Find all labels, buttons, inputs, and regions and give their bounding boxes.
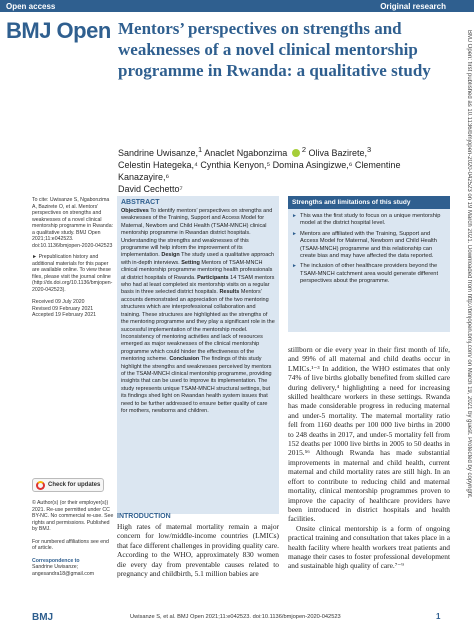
- revised-date: Revised 09 February 2021: [32, 305, 94, 312]
- correspondence-name: Sandrine Uwisanze;: [32, 564, 79, 570]
- top-banner: [0, 0, 474, 12]
- intro-column-2: [288, 345, 450, 571]
- article-title: Mentors’ perspectives on strengths and weaknesses of a novel clinical mentorship programme in Rwanda: a qualitative study: [118, 19, 431, 80]
- author-3: Oliva Bazirete,: [308, 148, 368, 158]
- strengths-list: [288, 209, 450, 293]
- intro-column-1: High rates of maternal mortality remain a major concern for low/middle-income countries (LMICs) that face different challenges in providing quality care. According to the WHO, approximately 830 women die every day from preventable causes related to pregnancy and childbirth, 5.1 million babies are: [117, 522, 279, 579]
- strengths-limitations-box: [288, 196, 450, 332]
- received-date: Received 09 July 2020: [32, 299, 85, 305]
- author-line-3: David Cechetto⁷: [118, 184, 183, 194]
- citation-sidebar: [32, 197, 114, 319]
- author-1: Sandrine Uwisanze,: [118, 148, 199, 158]
- side-publication-note: BMJ Open: first published as 10.1136/bmjopen-2020-042523 on 19 March 2021. Downloaded from http://bmjopen.bmj.com/ on March 19, 2021 by guest. Protected by copyright.: [466, 30, 472, 499]
- correspondence-heading: Correspondence to: [32, 557, 80, 564]
- strengths-heading: Strengths and limitations of this study: [288, 196, 450, 209]
- introduction-heading: INTRODUCTION: [117, 513, 171, 520]
- author-2: Anaclet Ngabonzima: [204, 148, 288, 158]
- correspondence-email[interactable]: angesandra18@gmail.com: [32, 570, 95, 577]
- intro-paragraph: stillborn or die every year in their first month of life, and 99% of all maternal and child deaths occur in LMICs.¹⁻³ In addition, the WHO estimates that only 74% of live births globally benefited from skilled care during delivery,⁴ highlighting a need for increasing skilled healthcare workers in these settings. Rwanda has made considerable progress in reducing maternal and under-5 mortality. The maternal mortality ratio fell from 1160 deaths per 100 000 live births in 2000 to 248 deaths in 2017, and under-5 mortality fell from 152 deaths per 1000 live births in 2005 to 50 deaths in 2015.⁵⁶ Although Rwanda has made substantial improvements in maternal and child health, current maternal and child mortality rates are still high. In an effort to contribute to reducing child and maternal mortality, clinical mentorship programmes proven to improve the capacity of healthcare providers have been introduced in district hospitals and health facilities.: [288, 345, 450, 524]
- page-number: 1: [436, 612, 441, 621]
- prepub-note[interactable]: ► Prepublication history and additional materials for this paper are available online. To view these files, please visit the journal online (http://dx.doi.org/10.1136/bmjopen-2020-042523).: [32, 254, 113, 293]
- accepted-date: Accepted 19 February 2021: [32, 312, 97, 318]
- strength-item: ► Mentors are affiliated with the Training, Support and Access Model for Maternal, Newborn and Child Health (TSAM-MNCH) programme and this relationship can create bias and may have affected the data reported.: [292, 231, 446, 261]
- footer-bmj-logo: BMJ: [32, 612, 54, 623]
- strength-item: ► This was the first study to focus on a unique mentorship model at the district hospital level.: [292, 213, 446, 228]
- copyright-block: [32, 500, 114, 577]
- strength-item: ► The inclusion of other healthcare providers beyond the TSAM-MNCH catchment area would generate different perspectives about the programme.: [292, 263, 446, 285]
- author-list: Sandrine Uwisanze,$^1$ Anaclet Ngabonzima $^2$ Oliva Bazirete,$^3$ Celestin Hategeka,⁴ Cynthia Kenyon,⁵ Domina Asingizwe,⁶ Clementine Kanazayire,⁶ David Cechetto⁷: [118, 144, 448, 195]
- author-line-2: Celestin Hategeka,⁴ Cynthia Kenyon,⁵ Domina Asingizwe,⁶ Clementine Kanazayire,⁶: [118, 160, 401, 182]
- copyright-text: © Author(s) (or their employer(s)) 2021. Re-use permitted under CC BY-NC. No commercial re-use. See rights and permissions. Published by BMJ.: [32, 500, 114, 532]
- open-access-label: Open access: [6, 1, 56, 11]
- footer-citation: Uwisanze S, et al. BMJ Open 2021;11:e042523. doi:10.1136/bmjopen-2020-042523: [130, 614, 341, 620]
- check-updates-label: Check for updates: [48, 482, 101, 488]
- abstract-text: Objectives To identify mentors’ perspectives on strengths and weaknesses of the Training, Support and Access Model for Maternal, Newborn and Child Health (TSAM-MNCH) clinical mentorship programme in Rwandan district hospitals. Understanding the strengths and weaknesses of this programme will help inform the improvement of its implementation. Design The study used a qualitative approach with in-depth interviews. Setting Mentors of TSAM-MNCH clinical mentorship programme mentoring health professionals at district hospitals of Rwanda. Participants 14 TSAM mentors who had at least completed six mentorship visits on a regular basis in three selected district hospitals. Results Mentors’ accounts demonstrated an appreciation of the two mentoring structures which are interprofessional collaboration and training. These structures are highlighted as the strengths of the mentoring programme and they play a significant role in the successful implementation of the mentorship model. Inconsistency of mentoring activities and lack of resources emerged as major weaknesses of the clinical mentorship programme which could hinder the effectiveness of the mentoring scheme. Conclusion The findings of this study highlight the strengths and weaknesses perceived by mentors of the TSAM-MNCH clinical mentorship programme, providing insights that can be used to improve its implementation. The study represents unique TSAM-MNCH structural settings, but its findings shed light on Rwandan health system issues that need to be further addressed to ensure better quality of care for mothers, newborns and children.: [121, 208, 275, 414]
- check-updates-button[interactable]: [32, 478, 104, 492]
- updates-icon: [36, 481, 45, 490]
- abstract-box: [117, 196, 279, 514]
- article-type-label: Original research: [380, 1, 446, 11]
- abstract-heading: ABSTRACT: [121, 199, 160, 206]
- journal-logo: BMJ Open: [6, 18, 111, 43]
- cite-text: To cite: Uwisanze S, Ngabonzima A, Bazirete O, et al. Mentors’ perspectives on strengths and weaknesses of a novel clinical mentorship programme in Rwanda: a qualitative study. BMJ Open 2021;11:e042523. doi:10.1136/bmjopen-2020-042523: [32, 197, 114, 249]
- affiliations-note: For numbered affiliations see end of article.: [32, 538, 109, 551]
- intro-paragraph: Onsite clinical mentorship is a form of ongoing practical training and consultation that takes place in a health facility where health workers treat patients and manage their cases to foster professional development and sustainable high quality of care.⁷⁻⁹: [288, 523, 450, 571]
- article-dates: [32, 299, 114, 319]
- orcid-icon[interactable]: [292, 149, 300, 157]
